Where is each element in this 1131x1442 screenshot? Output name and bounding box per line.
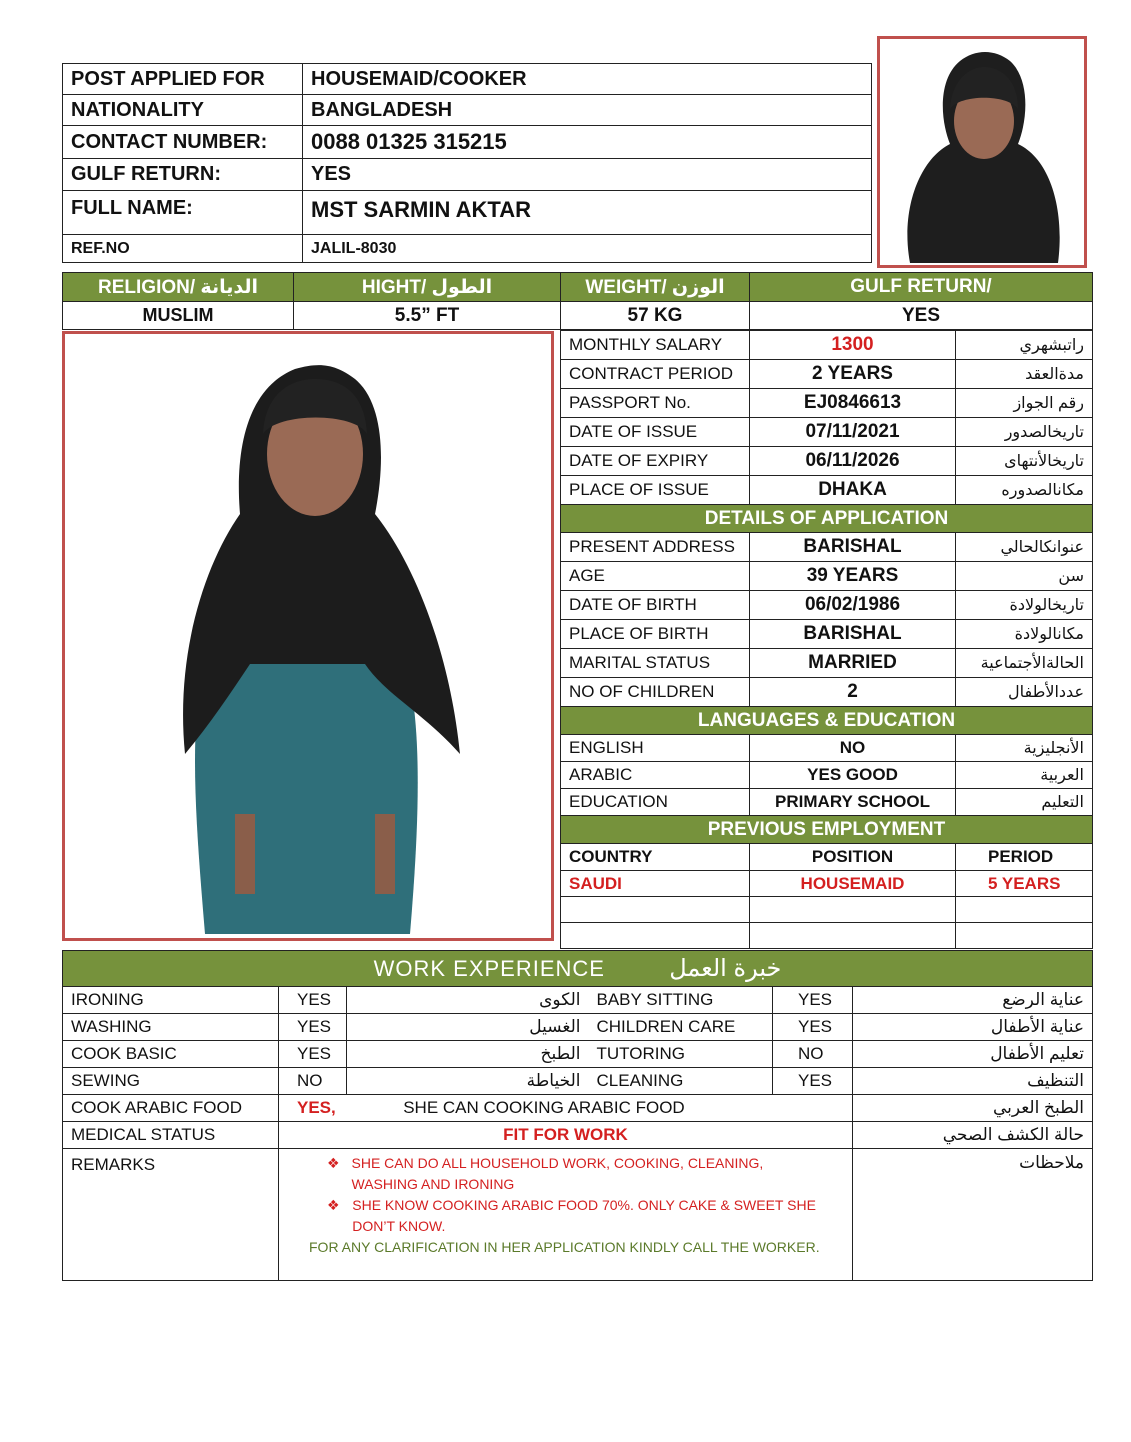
period-header: PERIOD (956, 844, 1093, 871)
arabic-food-label: COOK ARABIC FOOD (63, 1095, 279, 1122)
details-title: DETAILS OF APPLICATION (561, 505, 1093, 533)
person-full-image (65, 334, 551, 938)
work-title-ar: خبرة العمل (669, 955, 782, 982)
english-value: NO (750, 735, 956, 762)
skill-ar: الخياطة (347, 1068, 589, 1095)
header-table (62, 63, 872, 263)
ref-label: REF.NO (63, 235, 303, 263)
age-value: 39 YEARS (750, 562, 956, 591)
skill-value: YES (773, 1068, 853, 1095)
skill-value: YES (773, 987, 853, 1014)
small-photo (877, 36, 1087, 268)
salary-ar: راتبشهري (956, 331, 1093, 360)
education-ar: التعليم (956, 789, 1093, 816)
contract-label: CONTRACT PERIOD (561, 360, 750, 389)
salary-value: 1300 (750, 331, 956, 360)
skill-ar: عناية الأطفال (853, 1014, 1093, 1041)
contract-ar: مدةالعقد (956, 360, 1093, 389)
skill-ar: التنظيف (853, 1068, 1093, 1095)
marital-value: MARRIED (750, 649, 956, 678)
medical-ar: حالة الكشف الصحي (853, 1122, 1093, 1149)
weight-header: WEIGHT/ الوزن (561, 273, 750, 302)
contact-label: CONTACT NUMBER: (63, 126, 303, 159)
skill-ar: عناية الرضع (853, 987, 1093, 1014)
issue-place-label: PLACE OF ISSUE (561, 476, 750, 505)
skill-ar: الطبخ (347, 1041, 589, 1068)
children-value: 2 (750, 678, 956, 707)
skill-label: TUTORING (589, 1041, 773, 1068)
expiry-value: 06/11/2026 (750, 447, 956, 476)
weight-value: 57 KG (561, 302, 750, 330)
languages-title: LANGUAGES & EDUCATION (561, 707, 1093, 735)
employment-empty-cell (956, 923, 1093, 949)
skill-ar: الكوى (347, 987, 589, 1014)
dob-label: DATE OF BIRTH (561, 591, 750, 620)
arabic-food-note: SHE CAN COOKING ARABIC FOOD (403, 1098, 685, 1117)
children-ar: عددالأطفال (956, 678, 1093, 707)
address-label: PRESENT ADDRESS (561, 533, 750, 562)
religion-value: MUSLIM (63, 302, 294, 330)
arabic-value: YES GOOD (750, 762, 956, 789)
height-value: 5.5” FT (294, 302, 561, 330)
work-title: WORK EXPERIENCE (373, 956, 605, 981)
country-header: COUNTRY (561, 844, 750, 871)
arabic-label: ARABIC (561, 762, 750, 789)
nationality-value: BANGLADESH (303, 95, 872, 126)
skill-label: COOK BASIC (63, 1041, 279, 1068)
medical-value: FIT FOR WORK (279, 1122, 853, 1149)
remark-1: SHE CAN DO ALL HOUSEHOLD WORK, COOKING, CLEANING, WASHING AND IRONING (351, 1155, 764, 1192)
address-value: BARISHAL (750, 533, 956, 562)
person-small-image (880, 39, 1084, 265)
gulf-value: YES (303, 159, 872, 191)
post-value: HOUSEMAID/COOKER (303, 64, 872, 95)
employment-empty-cell (750, 923, 956, 949)
skill-label: CLEANING (589, 1068, 773, 1095)
remarks-ar: ملاحظات (853, 1149, 1093, 1281)
remark-note: FOR ANY CLARIFICATION IN HER APPLICATION KINDLY CALL THE WORKER. (309, 1239, 820, 1255)
pob-ar: مكانالولادة (956, 620, 1093, 649)
skill-value: NO (773, 1041, 853, 1068)
remarks-label: REMARKS (63, 1149, 279, 1281)
skill-ar: تعليم الأطفال (853, 1041, 1093, 1068)
employment-title: PREVIOUS EMPLOYMENT (561, 816, 1093, 844)
employment-empty-cell (561, 923, 750, 949)
arabic-food-value: YES, (297, 1098, 336, 1117)
skill-label: IRONING (63, 987, 279, 1014)
age-ar: سن (956, 562, 1093, 591)
skill-label: SEWING (63, 1068, 279, 1095)
employment-empty-cell (561, 897, 750, 923)
bullet-icon: ❖ (327, 1155, 340, 1171)
height-header: HIGHT/ الطول (294, 273, 561, 302)
age-label: AGE (561, 562, 750, 591)
passport-value: EJ0846613 (750, 389, 956, 418)
arabic-ar: العربية (956, 762, 1093, 789)
name-value: MST SARMIN AKTAR (303, 191, 872, 235)
nationality-label: NATIONALITY (63, 95, 303, 126)
marital-label: MARITAL STATUS (561, 649, 750, 678)
dob-value: 06/02/1986 (750, 591, 956, 620)
address-ar: عنوانكالحالي (956, 533, 1093, 562)
issue-place-ar: مكانالصدوره (956, 476, 1093, 505)
pob-value: BARISHAL (750, 620, 956, 649)
work-table (62, 950, 1093, 1281)
employment-period: 5 YEARS (956, 871, 1093, 897)
passport-label: PASSPORT No. (561, 389, 750, 418)
bullet-icon: ❖ (327, 1197, 340, 1213)
issue-date-label: DATE OF ISSUE (561, 418, 750, 447)
skill-value: YES (773, 1014, 853, 1041)
skill-label: WASHING (63, 1014, 279, 1041)
skill-label: BABY SITTING (589, 987, 773, 1014)
arabic-food-cell (279, 1095, 853, 1122)
employment-position: HOUSEMAID (750, 871, 956, 897)
skill-value: YES (279, 987, 347, 1014)
salary-label: MONTHLY SALARY (561, 331, 750, 360)
issue-date-ar: تاريخالصدور (956, 418, 1093, 447)
children-label: NO OF CHILDREN (561, 678, 750, 707)
skill-label: CHILDREN CARE (589, 1014, 773, 1041)
issue-place-value: DHAKA (750, 476, 956, 505)
dob-ar: تاريخالولادة (956, 591, 1093, 620)
ref-value: JALIL-8030 (303, 235, 872, 263)
expiry-ar: تاريخالأنتهاى (956, 447, 1093, 476)
skill-ar: الغسيل (347, 1014, 589, 1041)
post-label: POST APPLIED FOR (63, 64, 303, 95)
education-label: EDUCATION (561, 789, 750, 816)
contract-value: 2 YEARS (750, 360, 956, 389)
skill-value: YES (279, 1014, 347, 1041)
employment-country: SAUDI (561, 871, 750, 897)
gulf-header: GULF RETURN/ (750, 273, 1093, 302)
remarks-cell (279, 1149, 853, 1281)
contact-value: 0088 01325 315215 (303, 126, 872, 159)
remark-2: SHE KNOW COOKING ARABIC FOOD 70%. ONLY CAKE & SWEET SHE DON’T KNOW. (352, 1197, 816, 1234)
employment-empty-cell (750, 897, 956, 923)
expiry-label: DATE OF EXPIRY (561, 447, 750, 476)
position-header: POSITION (750, 844, 956, 871)
arabic-food-ar: الطبخ العربي (853, 1095, 1093, 1122)
gulf-value-cell: YES (750, 302, 1093, 330)
gulf-label: GULF RETURN: (63, 159, 303, 191)
summary-table (62, 272, 1093, 330)
medical-label: MEDICAL STATUS (63, 1122, 279, 1149)
main-photo (62, 331, 554, 941)
marital-ar: الحالةالأجتماعية (956, 649, 1093, 678)
skill-value: NO (279, 1068, 347, 1095)
name-label: FULL NAME: (63, 191, 303, 235)
passport-ar: رقم الجواز (956, 389, 1093, 418)
education-value: PRIMARY SCHOOL (750, 789, 956, 816)
issue-date-value: 07/11/2021 (750, 418, 956, 447)
english-label: ENGLISH (561, 735, 750, 762)
pob-label: PLACE OF BIRTH (561, 620, 750, 649)
employment-empty-cell (956, 897, 1093, 923)
work-title-cell (63, 951, 1093, 987)
english-ar: الأنجليزية (956, 735, 1093, 762)
religion-header: RELIGION/ الديانة (63, 273, 294, 302)
details-table (560, 330, 1093, 949)
skill-value: YES (279, 1041, 347, 1068)
